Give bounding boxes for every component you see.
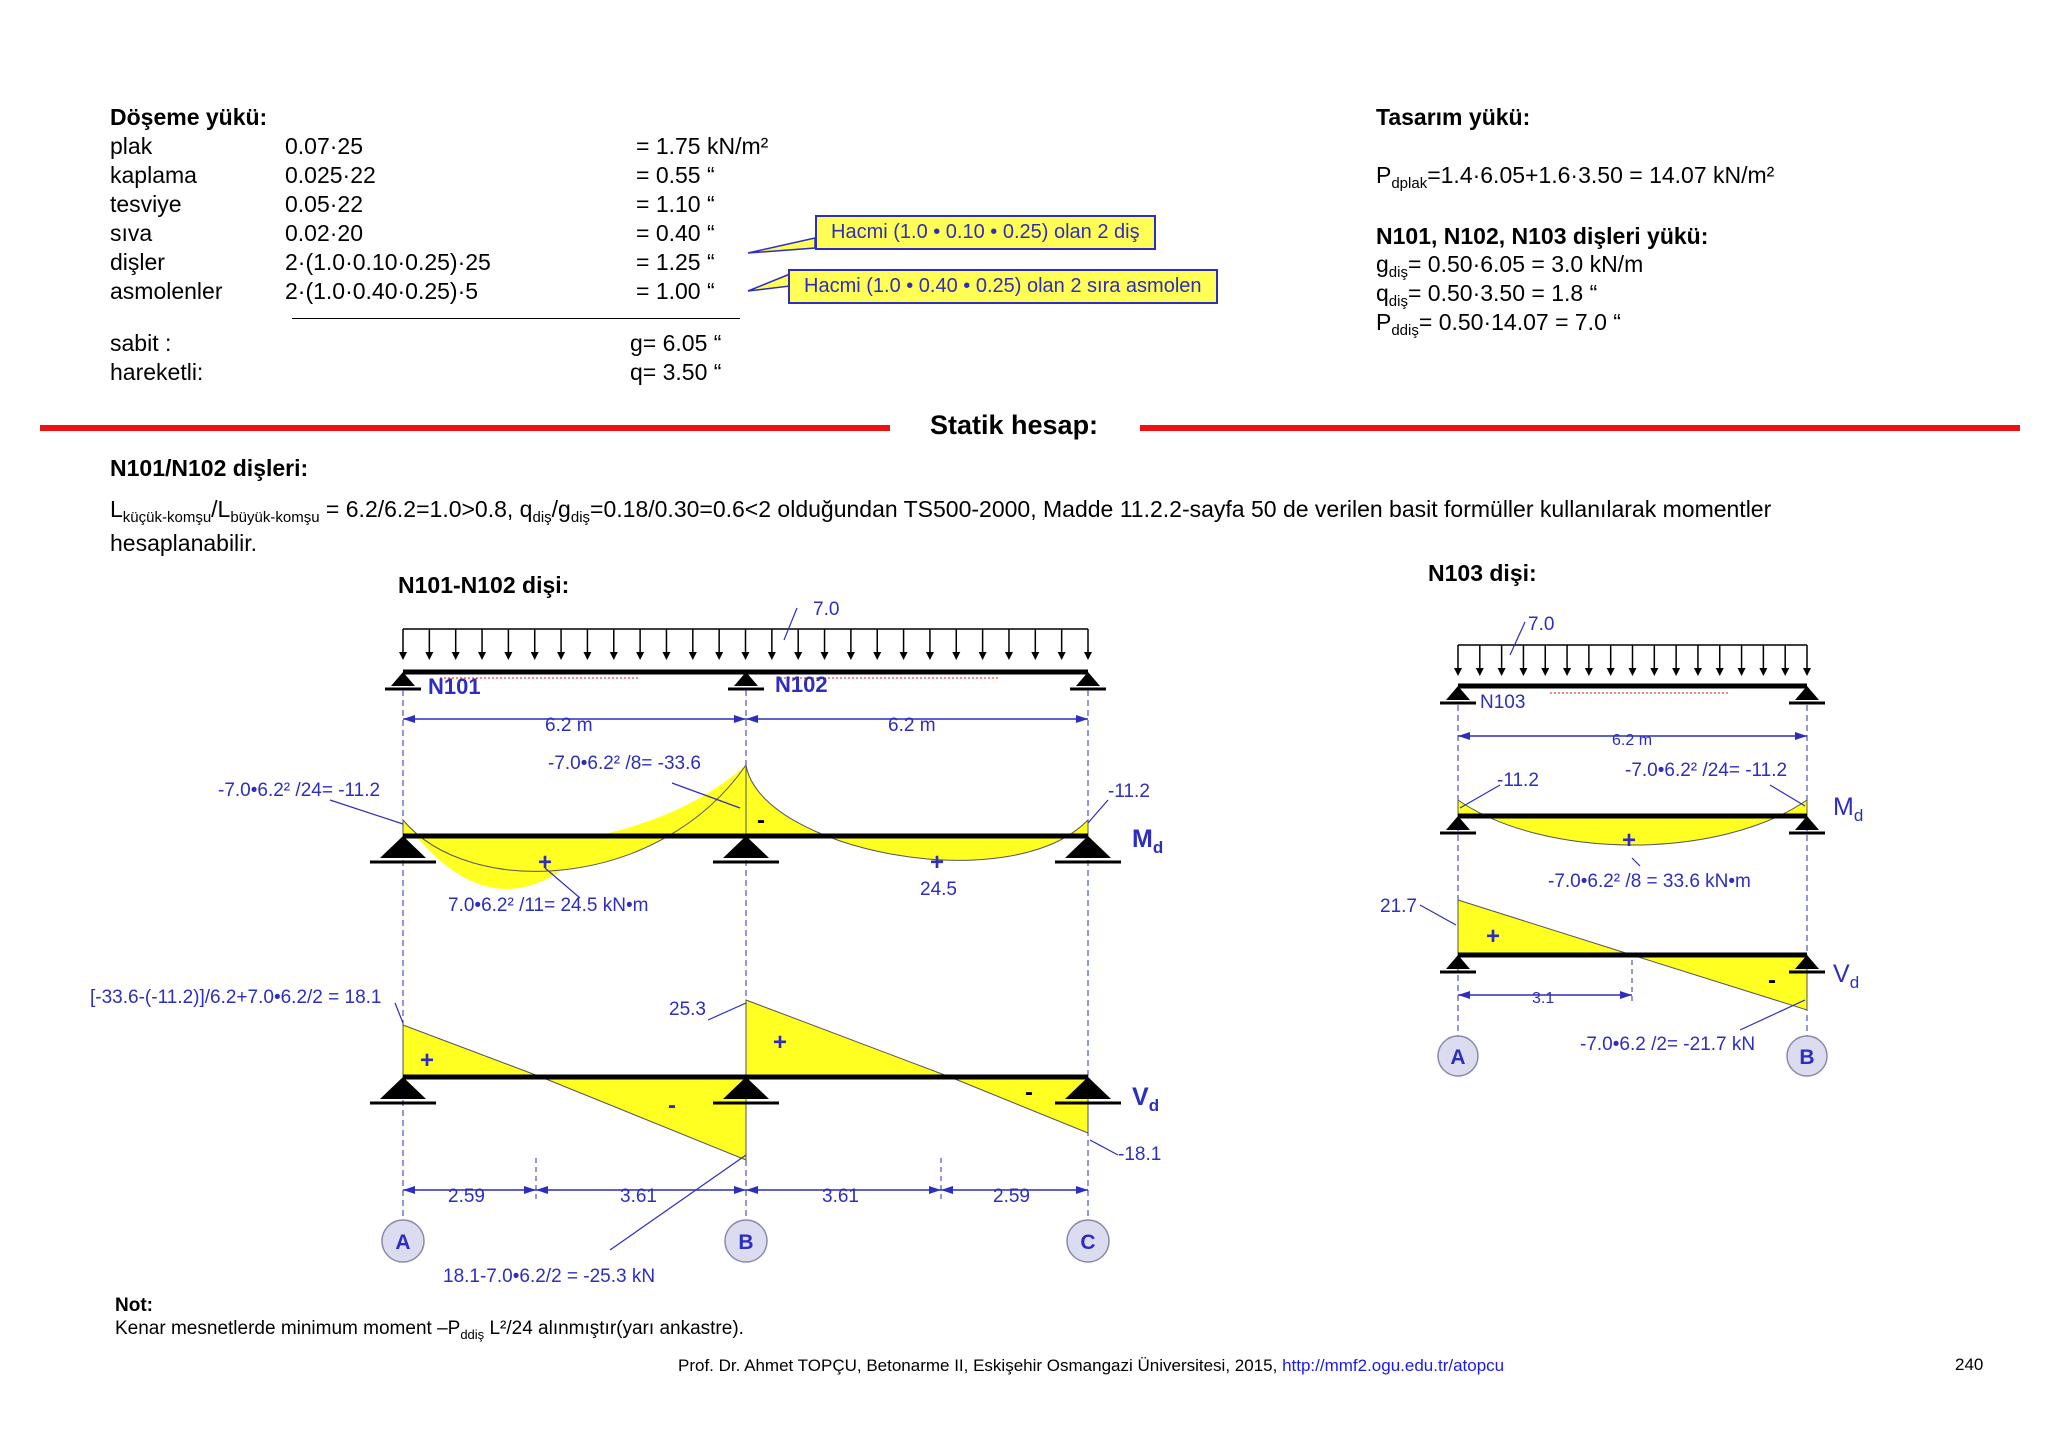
- beam-label-n101: N101: [428, 674, 481, 699]
- md-label: $M_d$: [1833, 793, 1864, 825]
- load-arrowhead: [1607, 668, 1615, 676]
- load-name: kaplama: [110, 162, 197, 188]
- beam-label-n103: N103: [1480, 692, 1526, 713]
- load-name: dişler: [110, 249, 165, 275]
- hareketli-label: hareketli:: [110, 359, 204, 385]
- dim-label: 3.61: [620, 1186, 657, 1207]
- load-arrowhead: [1563, 668, 1571, 676]
- m-right-label: -7.0•6.2² /24= -11.2: [1625, 760, 1788, 781]
- v-right-label: -7.0•6.2 /2= -21.7 kN: [1580, 1034, 1756, 1055]
- load-name: plak: [110, 133, 153, 159]
- note-text-a: Kenar mesnetlerde minimum moment –P: [115, 1318, 461, 1339]
- load-expr: 2·(1.0·0.10·0.25)·25: [285, 249, 491, 275]
- para-c: =0.18/0.30=0.6<2 olduğundan TS500-2000, Madde 11.2.2-sayfa 50 de verilen basit formüller kullanılarak momentler: [590, 496, 1772, 522]
- md-label: $M_d$: [1132, 825, 1164, 857]
- load-label: 7.0: [813, 599, 840, 620]
- sabit-value: g= 6.05 “: [630, 330, 722, 356]
- q-symbol: q: [1376, 280, 1389, 306]
- v-minus1: -: [668, 1092, 676, 1119]
- page-number: 240: [1955, 1355, 1984, 1374]
- para-L: L: [110, 496, 123, 522]
- load-name: tesviye: [110, 191, 182, 217]
- load-value: = 1.75 kN/m²: [636, 133, 769, 159]
- load-name: sıva: [110, 220, 153, 246]
- p-expr: = 0.50·14.07 = 7.0 “: [1418, 309, 1621, 335]
- load-arrowhead: [1519, 668, 1527, 676]
- v-bottom-label: 18.1-7.0•6.2/2 = -25.3 kN: [443, 1266, 656, 1287]
- load-value: = 1.25 “: [636, 249, 715, 275]
- vd-label: $V_d$: [1833, 960, 1860, 992]
- para-b: /g: [551, 496, 571, 522]
- v-plus2: +: [773, 1029, 788, 1056]
- v-plus: +: [1486, 923, 1501, 950]
- note-text: [115, 1318, 744, 1342]
- load-title: Döşeme yükü:: [110, 104, 268, 130]
- dim-label: 3.61: [822, 1186, 859, 1207]
- pdplak-expr: =1.4·6.05+1.6·3.50 = 14.07 kN/m²: [1427, 162, 1775, 188]
- note-title: Not:: [115, 1295, 153, 1316]
- v-minus2: -: [1025, 1079, 1033, 1106]
- para-sub4: diş: [570, 509, 591, 526]
- pdplak-symbol: P: [1376, 162, 1392, 188]
- g-symbol: g: [1376, 251, 1389, 277]
- m-span1-label: 7.0•6.2² /11= 24.5 kN•m: [448, 895, 649, 916]
- dim-label: 2.59: [448, 1186, 485, 1207]
- m-mid-label: -7.0•6.2² /8= -33.6: [548, 753, 701, 774]
- static-subheading: N101/N102 dişleri:: [110, 455, 309, 481]
- load-arrowhead: [1454, 668, 1462, 676]
- node-a: A: [1450, 1046, 1466, 1069]
- g-expr: = 0.50·6.05 = 3.0 kN/m: [1407, 251, 1644, 277]
- m-left-label: -11.2: [1497, 770, 1539, 791]
- load-expr: 0.025·22: [285, 162, 376, 188]
- load-arrowhead: [1781, 668, 1789, 676]
- diagram2-title: N103 dişi:: [1428, 560, 1537, 586]
- load-expr: 0.05·22: [285, 191, 364, 217]
- beam-label-n102: N102: [775, 672, 828, 697]
- load-arrowhead: [1585, 668, 1593, 676]
- p-symbol: P: [1376, 309, 1392, 335]
- load-expr: 0.07·25: [285, 133, 364, 159]
- m-plus2: +: [930, 849, 945, 876]
- load-arrowhead: [1541, 668, 1549, 676]
- v-b-label: 25.3: [669, 999, 706, 1020]
- dim-label: 2.59: [993, 1186, 1030, 1207]
- dim-label: 3.1: [1532, 990, 1555, 1007]
- load-arrowhead: [1650, 668, 1658, 676]
- static-paragraph-line2: hesaplanabilir.: [110, 530, 258, 556]
- span-label: 6.2 m: [1612, 732, 1653, 749]
- load-arrowhead: [1498, 668, 1506, 676]
- q-sub: diş: [1388, 293, 1408, 310]
- load-value: = 0.55 “: [636, 162, 715, 188]
- v-left-label: [-33.6-(-11.2)]/6.2+7.0•6.2/2 = 18.1: [90, 987, 382, 1008]
- load-arrowhead: [1672, 668, 1680, 676]
- load-arrowhead: [1476, 668, 1484, 676]
- load-arrowhead: [1694, 668, 1702, 676]
- load-arrowhead: [1716, 668, 1724, 676]
- sabit-label: sabit :: [110, 330, 172, 356]
- callout-disler: Hacmi (1.0 • 0.10 • 0.25) olan 2 diş: [815, 215, 1156, 250]
- design-title: Tasarım yükü:: [1376, 104, 1531, 130]
- load-value: = 1.00 “: [636, 278, 715, 304]
- load-name: asmolenler: [110, 278, 223, 304]
- node-b: B: [738, 1231, 754, 1254]
- v-left-label: 21.7: [1380, 896, 1417, 917]
- para-sub2: büyük-komşu: [230, 509, 320, 526]
- load-arrowhead: [1803, 668, 1811, 676]
- footer-credit: [678, 1356, 1504, 1376]
- q-expr: = 0.50·3.50 = 1.8 “: [1407, 280, 1598, 306]
- load-arrows: [1454, 645, 1811, 676]
- span1-label: 6.2 m: [545, 715, 593, 736]
- para-sub1: küçük-komşu: [122, 509, 212, 526]
- m-plus1: +: [538, 849, 553, 876]
- v-plus1: +: [420, 1047, 435, 1074]
- load-value: = 1.10 “: [636, 191, 715, 217]
- footer-link[interactable]: http://mmf2.ogu.edu.tr/atopcu: [1282, 1356, 1505, 1375]
- design-title2: N101, N102, N103 dişleri yükü:: [1376, 223, 1709, 249]
- vd-label: $V_d$: [1132, 1083, 1160, 1115]
- callout-asmolen: Hacmi (1.0 • 0.40 • 0.25) olan 2 sıra asmolen: [788, 269, 1218, 304]
- m-span2-label: 24.5: [920, 879, 957, 900]
- m-span-label: -7.0•6.2² /8 = 33.6 kN•m: [1548, 871, 1751, 892]
- diagram1-title: N101-N102 dişi:: [398, 572, 570, 598]
- node-a: A: [395, 1231, 411, 1254]
- load-arrowhead: [1759, 668, 1767, 676]
- load-expr: 2·(1.0·0.40·0.25)·5: [285, 278, 479, 304]
- para-a: = 6.2/6.2=1.0>0.8, q: [319, 496, 533, 522]
- m-plus: +: [1622, 827, 1637, 854]
- load-expr: 0.02·20: [285, 220, 364, 246]
- para-slash: /L: [211, 496, 231, 522]
- node-c: C: [1080, 1231, 1096, 1254]
- p-sub: ddiş: [1391, 322, 1419, 339]
- hareketli-value: q= 3.50 “: [630, 359, 722, 385]
- load-arrowhead: [1629, 668, 1637, 676]
- pdplak-sub: dplak: [1391, 175, 1428, 192]
- load-value: = 0.40 “: [636, 220, 715, 246]
- span2-label: 6.2 m: [888, 715, 936, 736]
- note-sub: ddiş: [460, 1327, 485, 1342]
- para-sub3: diş: [532, 509, 552, 526]
- node-b: B: [1799, 1046, 1815, 1069]
- load-arrowhead: [1738, 668, 1746, 676]
- m-minus: -: [757, 807, 765, 834]
- v-right-label: -18.1: [1118, 1144, 1162, 1165]
- m-right-label: -11.2: [1108, 781, 1150, 802]
- static-heading: Statik hesap:: [930, 410, 1099, 440]
- v-minus: -: [1768, 967, 1776, 994]
- note-text-b: L²/24 alınmıştır(yarı ankastre).: [484, 1318, 744, 1339]
- load-label: 7.0: [1528, 614, 1555, 635]
- g-sub: diş: [1388, 264, 1408, 281]
- footer-credit-text: Prof. Dr. Ahmet TOPÇU, Betonarme II, Eskişehir Osmangazi Üniversitesi, 2015,: [678, 1356, 1283, 1375]
- m-left-label: -7.0•6.2² /24= -11.2: [218, 780, 381, 801]
